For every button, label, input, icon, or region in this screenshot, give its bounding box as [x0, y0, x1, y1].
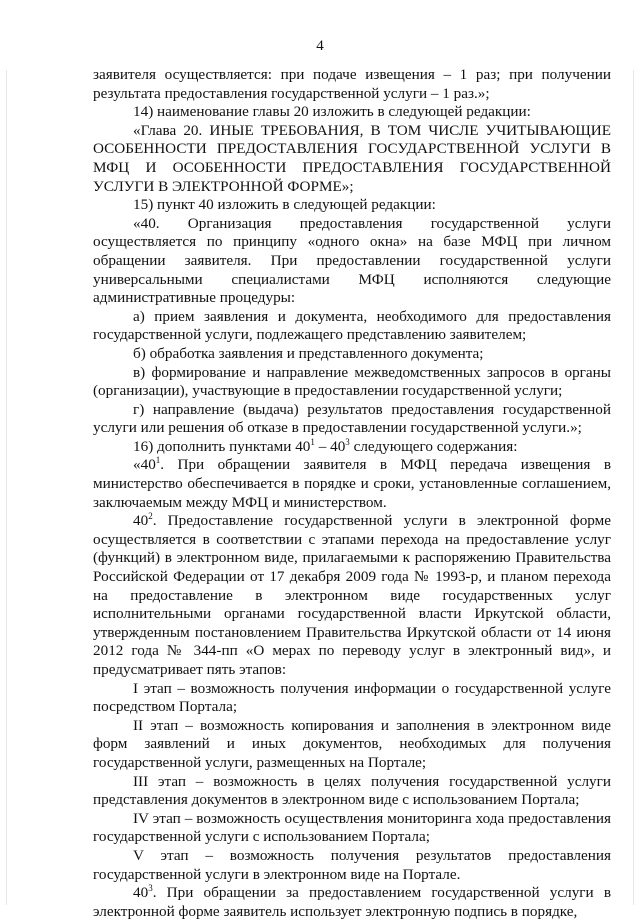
superscript: 3 [345, 436, 350, 447]
list-item: б) обработка заявления и представленного документа; [133, 344, 484, 362]
text-span: «40 [133, 456, 156, 474]
text-span: . При обращении заявителя в МФЦ передача извещения в министерство обеспечивается в порядке и сроки, установленные соглашением, заключаемым между МФЦ и министерством. [93, 456, 611, 511]
superscript: 2 [148, 511, 153, 522]
list-item: II этап – возможность копирования и заполнения в электронном виде форм заявлений и иных документов, необходимых для получения государственной услуги, размещенных на Портале; [93, 716, 611, 771]
text-span: . При обращении за предоставлением государственной услуги в электронной форме заявитель использует электронную подпись в порядке, [93, 884, 611, 920]
paragraph [93, 884, 611, 921]
superscript: 1 [310, 436, 315, 447]
page-number: 4 [316, 38, 324, 54]
scan-edge-right [633, 70, 634, 905]
paragraph [93, 512, 611, 679]
paragraph: «40. Организация предоставления государственной услуги осуществляется по принципу «одного окна» на базе МФЦ при личном обращении заявителя. При предоставлении государственной услуги универсальными специалистами МФЦ исполняются следующие административные процедуры: [93, 214, 611, 307]
paragraph: заявителя осуществляется: при подаче извещения – 1 раз; при получении результата предоставления государственной услуги – 1 раз.»; [93, 66, 611, 102]
document-body [93, 66, 611, 921]
text-span: – 40 [314, 437, 346, 455]
list-item: V этап – возможность получения результатов предоставления государственной услуги в электронном виде на Портале. [93, 846, 611, 883]
list-item: IV этап – возможность осуществления мониторинга хода предоставления государственной услуги с использованием Портала; [93, 809, 611, 846]
text-span: 40 [133, 512, 149, 530]
paragraph: 15) пункт 40 изложить в следующей редакции: [133, 196, 436, 214]
list-item: а) прием заявления и документа, необходимого для предоставления государственной услуги, подлежащего представлению заявителем; [93, 307, 611, 344]
text-span: 16) дополнить пунктами 40 [133, 437, 311, 455]
list-item: I этап – возможность получения информации о государственной услуге посредством Портала; [93, 679, 611, 716]
list-item: г) направление (выдача) результатов предоставления государственной услуги или решения об отказе в предоставлении государственной услуги.»; [93, 400, 611, 437]
text-span: . Предоставление государственной услуги в электронной форме осуществляется в соответствии с этапами перехода на предоставление услуг (функций) в электронном виде, прилагаемыми к распоряжению Правительства Российской Федерации от 17 декабря 2009 года № 1993-р, и планом перехода на предоставление в электронном виде государственных услуг исполнительными органами государственной власти Иркутской области, утвержденным постановлением Правительства Иркутской области от 14 июня 2012 года № 344-пп «О мерах по переводу услуг в электронный вид», и предусматривает пять этапов: [93, 512, 611, 678]
list-item: в) формирование и направление межведомственных запросов в органы (организации), участвующие в предоставлении государственной услуги; [93, 363, 611, 400]
paragraph [93, 456, 611, 512]
list-item: III этап – возможность в целях получения государственной услуги представления документов в электронном виде с использованием Портала; [93, 772, 611, 809]
paragraph: 14) наименование главы 20 изложить в следующей редакции: [133, 103, 531, 121]
paragraph [93, 438, 611, 457]
scan-edge-left [6, 70, 7, 905]
paragraph: «Глава 20. ИНЫЕ ТРЕБОВАНИЯ, В ТОМ ЧИСЛЕ УЧИТЫВАЮЩИЕ ОСОБЕННОСТИ ПРЕДОСТАВЛЕНИЯ ГОСУДАРСТВЕННОЙ УСЛУГИ В МФЦ И ОСОБЕННОСТИ ПРЕДОСТАВЛЕНИЯ ГОСУДАРСТВЕННОЙ УСЛУГИ В ЭЛЕКТРОННОЙ ФОРМЕ»; [93, 121, 611, 195]
superscript: 1 [155, 455, 161, 466]
superscript: 3 [148, 883, 153, 894]
text-span: 40 [133, 884, 149, 902]
text-span: следующего содержания: [349, 437, 518, 455]
